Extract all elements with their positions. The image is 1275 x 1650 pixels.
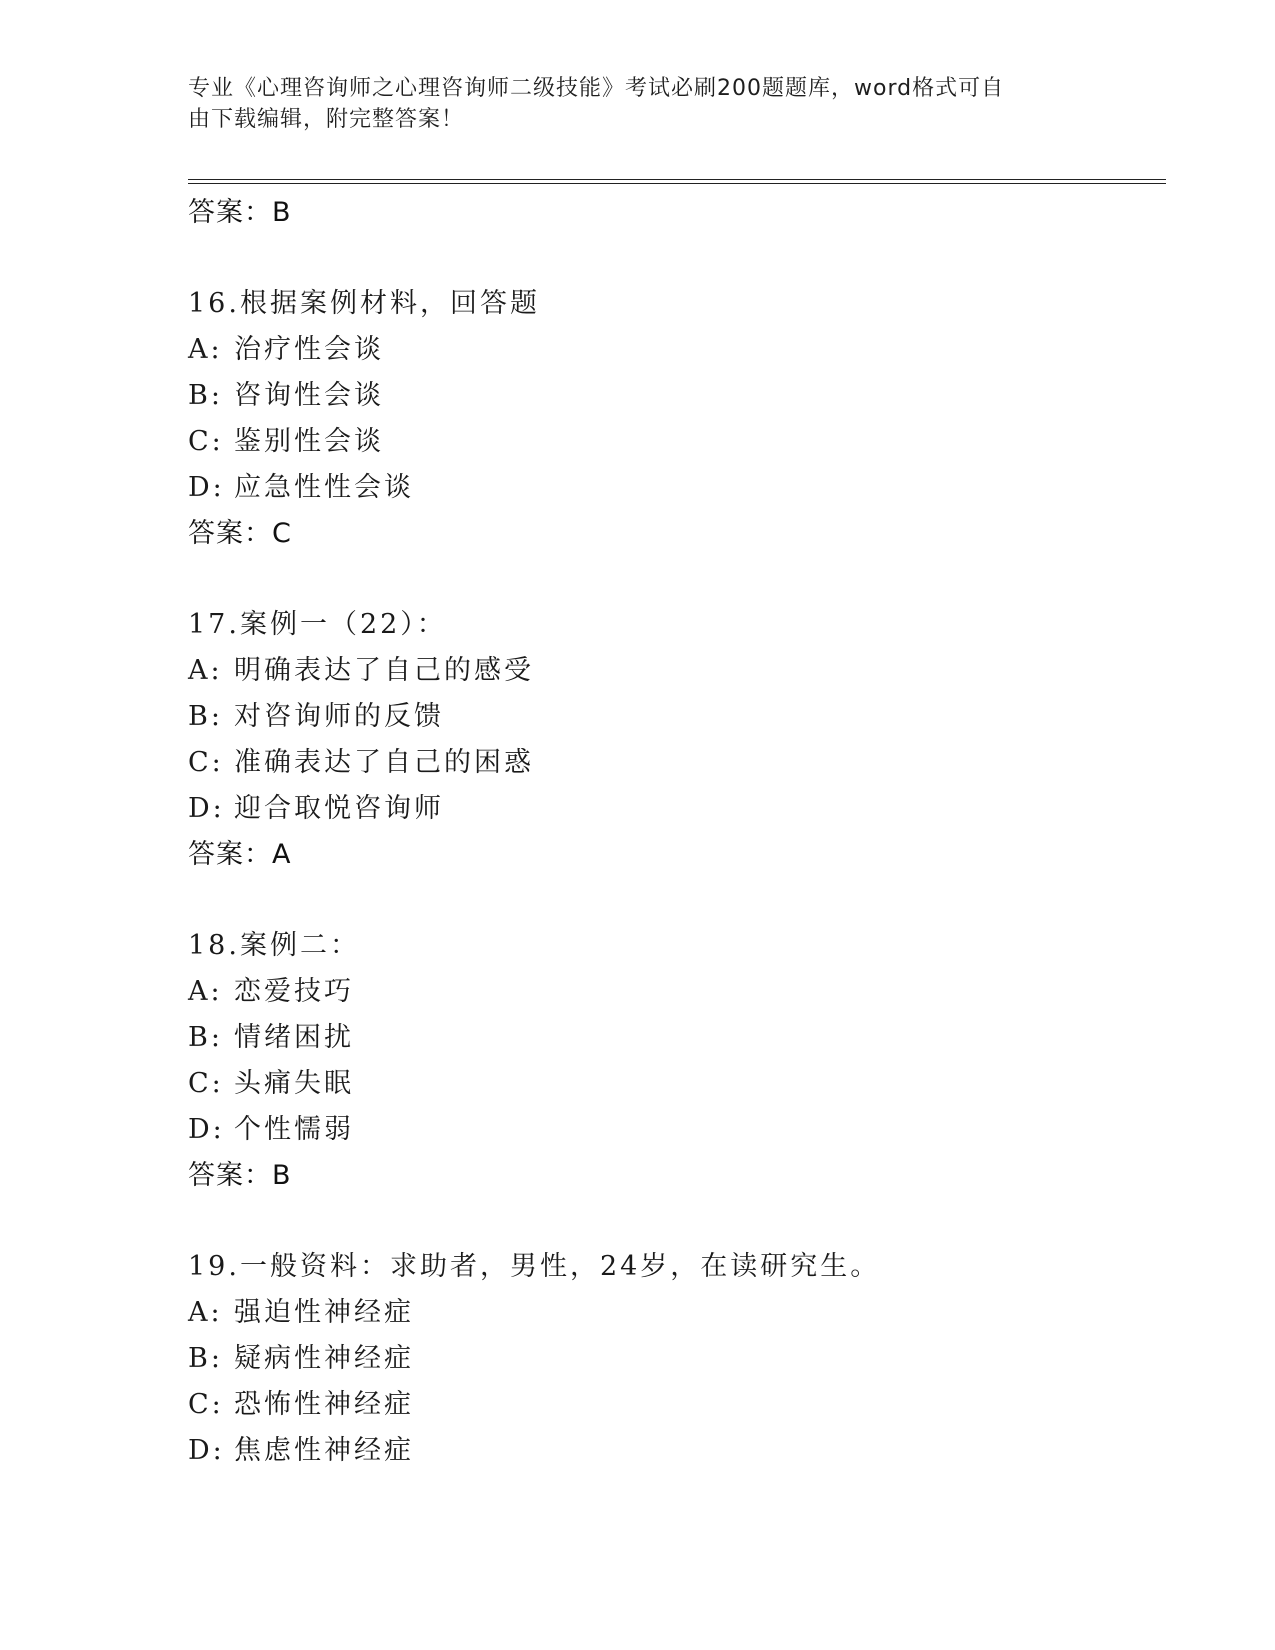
option-text: 焦虑性神经症	[234, 1435, 414, 1466]
option-b	[188, 694, 1148, 740]
option-b	[188, 373, 1148, 419]
question-list	[188, 190, 1148, 1474]
option-key: A:	[188, 976, 223, 1007]
option-a	[188, 327, 1148, 373]
option-key: D:	[188, 1114, 225, 1145]
option-key: B:	[188, 380, 223, 411]
option-text: 情绪困扰	[234, 1022, 354, 1053]
header-divider-bottom	[188, 183, 1166, 184]
header-line-1: 专业《心理咨询师之心理咨询师二级技能》考试必刷200题题库，word格式可自	[188, 76, 1005, 101]
option-c	[188, 1061, 1148, 1107]
option-d	[188, 1107, 1148, 1153]
option-key: A:	[188, 1297, 223, 1328]
option-key: A:	[188, 655, 223, 686]
answer-line: 答案：C	[188, 518, 292, 549]
option-d	[188, 786, 1148, 832]
option-text: 恋爱技巧	[234, 976, 354, 1007]
option-text: 迎合取悦咨询师	[234, 793, 444, 824]
option-a	[188, 1290, 1148, 1336]
option-key: D:	[188, 793, 225, 824]
option-text: 疑病性神经症	[234, 1343, 414, 1374]
option-a	[188, 969, 1148, 1015]
option-text: 对咨询师的反馈	[234, 701, 444, 732]
document-header	[188, 73, 1068, 135]
option-text: 个性懦弱	[234, 1114, 354, 1145]
option-text: 鉴别性会谈	[234, 426, 384, 457]
option-c	[188, 419, 1148, 465]
question-title: 17.案例一（22）：	[188, 609, 447, 640]
question-block-19	[188, 1244, 1148, 1474]
option-text: 治疗性会谈	[234, 334, 384, 365]
question-title: 18.案例二：	[188, 930, 360, 961]
option-text: 恐怖性神经症	[234, 1389, 414, 1420]
option-key: B:	[188, 1022, 223, 1053]
option-key: B:	[188, 1343, 223, 1374]
question-block-18	[188, 923, 1148, 1199]
option-key: B:	[188, 701, 223, 732]
option-key: A:	[188, 334, 223, 365]
option-text: 头痛失眠	[234, 1068, 354, 1099]
answer-line: 答案：B	[188, 1160, 292, 1191]
question-title: 19.一般资料：求助者，男性，24岁，在读研究生。	[188, 1251, 881, 1282]
option-text: 强迫性神经症	[234, 1297, 414, 1328]
header-line-2: 由下载编辑，附完整答案！	[188, 107, 465, 132]
option-c	[188, 1382, 1148, 1428]
option-text: 明确表达了自己的感受	[234, 655, 534, 686]
option-text: 咨询性会谈	[234, 380, 384, 411]
option-d	[188, 1428, 1148, 1474]
question-block-17	[188, 602, 1148, 878]
option-text: 准确表达了自己的困惑	[234, 747, 534, 778]
option-b	[188, 1015, 1148, 1061]
header-divider-top	[188, 179, 1166, 180]
question-block-16	[188, 281, 1148, 557]
option-d	[188, 465, 1148, 511]
option-key: D:	[188, 1435, 225, 1466]
option-key: C:	[188, 1389, 224, 1420]
answer-line: 答案：B	[188, 197, 292, 228]
option-key: C:	[188, 426, 224, 457]
option-a	[188, 648, 1148, 694]
option-c	[188, 740, 1148, 786]
answer-line: 答案：A	[188, 839, 292, 870]
option-b	[188, 1336, 1148, 1382]
question-title: 16.根据案例材料，回答题	[188, 288, 540, 319]
option-key: D:	[188, 472, 225, 503]
option-text: 应急性性会谈	[234, 472, 414, 503]
option-key: C:	[188, 1068, 224, 1099]
option-key: C:	[188, 747, 224, 778]
